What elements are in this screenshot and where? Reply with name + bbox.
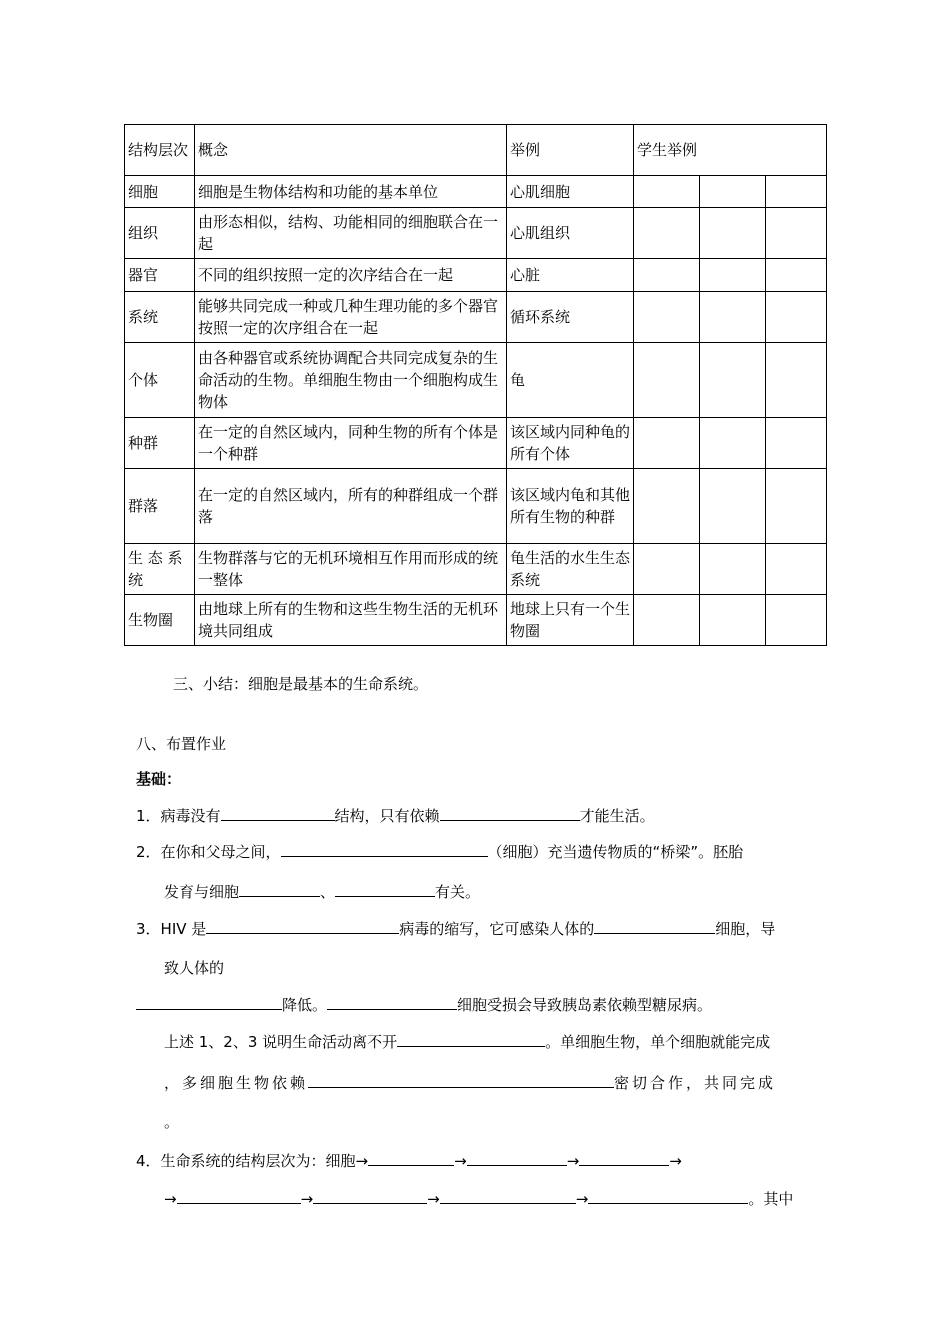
header-level: 结构层次: [125, 125, 195, 176]
q2-blank-3[interactable]: [335, 880, 435, 897]
question-1: [136, 804, 655, 827]
question-3-cont2: [136, 993, 712, 1016]
table-row: [125, 259, 827, 292]
student-cell[interactable]: [634, 259, 700, 292]
student-cell[interactable]: [634, 418, 700, 469]
student-cell[interactable]: [634, 343, 700, 418]
q1-text: 才能生活。: [579, 807, 655, 825]
table-row: [125, 418, 827, 469]
summary-text: 三、小结：细胞是最基本的生命系统。: [173, 675, 429, 693]
q3-blank-3[interactable]: [136, 993, 282, 1010]
student-cell[interactable]: [634, 469, 700, 544]
note-blank-2[interactable]: [308, 1071, 614, 1088]
q3-text: 细胞，导: [715, 920, 776, 938]
table-row: [125, 292, 827, 343]
arrow-text: →: [454, 1152, 467, 1170]
row-concept: 不同的组织按照一定的次序结合在一起: [195, 259, 507, 292]
table-row: [125, 595, 827, 646]
row-example: 心肌细胞: [507, 176, 634, 208]
row-level: 群落: [125, 469, 195, 544]
student-cell[interactable]: [634, 544, 700, 595]
row-level: 种群: [125, 418, 195, 469]
student-cell[interactable]: [634, 176, 700, 208]
row-concept: 由形态相似，结构、功能相同的细胞联合在一起: [195, 208, 507, 259]
note-line-2: [164, 1071, 776, 1094]
student-cell[interactable]: [766, 208, 827, 259]
row-concept: 由地球上所有的生物和这些生物生活的无机环境共同组成: [195, 595, 507, 646]
q2-text: （细胞）充当遗传物质的“桥梁”。胚胎: [487, 843, 744, 861]
row-concept: 在一定的自然区域内，同种生物的所有个体是一个种群: [195, 418, 507, 469]
note-blank-1[interactable]: [397, 1030, 545, 1047]
q1-blank-2[interactable]: [440, 804, 580, 821]
q2-text: 、: [320, 883, 336, 901]
q1-text: 结构，只有依赖: [334, 807, 440, 825]
student-cell[interactable]: [766, 544, 827, 595]
arrow-text: →: [566, 1152, 580, 1170]
row-concept: 由各种器官或系统协调配合共同完成复杂的生命活动的生物。单细胞生物由一个细胞构成生物体: [195, 343, 507, 418]
student-cell[interactable]: [700, 292, 766, 343]
table-header-row: [125, 125, 827, 176]
question-3: [136, 917, 775, 940]
note-line-1: [164, 1030, 770, 1053]
row-example: 循环系统: [507, 292, 634, 343]
row-level: 个体: [125, 343, 195, 418]
row-example: 龟生活的水生生态系统: [507, 544, 634, 595]
student-cell[interactable]: [700, 176, 766, 208]
row-example: 地球上只有一个生物圈: [507, 595, 634, 646]
note-text: 。单细胞生物，单个细胞就能完成: [545, 1033, 771, 1051]
row-level: 细胞: [125, 176, 195, 208]
student-cell[interactable]: [700, 469, 766, 544]
q4-blank-3[interactable]: [579, 1149, 669, 1166]
q2-text: 发育与细胞: [164, 883, 240, 901]
row-concept: 能够共同完成一种或几种生理功能的多个器官按照一定的次序组合在一起: [195, 292, 507, 343]
row-example: 心肌组织: [507, 208, 634, 259]
arrow-text: →: [427, 1190, 440, 1208]
student-cell[interactable]: [766, 469, 827, 544]
q4-blank-5[interactable]: [313, 1187, 427, 1204]
student-cell[interactable]: [634, 595, 700, 646]
table-row: [125, 176, 827, 208]
q3-blank-4[interactable]: [327, 993, 457, 1010]
question-4: [136, 1149, 682, 1172]
table-row: [125, 469, 827, 544]
q4-blank-1[interactable]: [368, 1149, 454, 1166]
q4-blank-7[interactable]: [588, 1187, 748, 1204]
table-row: [125, 544, 827, 595]
row-concept: 在一定的自然区域内，所有的种群组成一个群落: [195, 469, 507, 544]
homework-heading: 八、布置作业: [136, 735, 227, 753]
row-level: 生物圈: [125, 595, 195, 646]
question-2-cont: [164, 880, 480, 903]
student-cell[interactable]: [766, 259, 827, 292]
arrow-text: →: [300, 1190, 314, 1208]
row-concept: 细胞是生物体结构和功能的基本单位: [195, 176, 507, 208]
q4-blank-2[interactable]: [467, 1149, 567, 1166]
arrow-text: →: [575, 1190, 589, 1208]
header-concept: 概念: [195, 125, 507, 176]
student-cell[interactable]: [766, 418, 827, 469]
note-text: ，多细胞生物依赖: [164, 1074, 309, 1092]
student-cell[interactable]: [766, 343, 827, 418]
q3-text: 3．HIV 是: [136, 920, 207, 938]
arrow-text: →: [669, 1152, 682, 1170]
student-cell[interactable]: [700, 343, 766, 418]
q1-blank-1[interactable]: [221, 804, 335, 821]
student-cell[interactable]: [634, 292, 700, 343]
q2-blank-2[interactable]: [239, 880, 320, 897]
student-cell[interactable]: [766, 176, 827, 208]
header-example: 举例: [507, 125, 634, 176]
row-level: 组织: [125, 208, 195, 259]
note-text: 密切合作，共同完成: [614, 1074, 777, 1092]
q1-text: 1．病毒没有: [136, 807, 221, 825]
q4-blank-6[interactable]: [440, 1187, 576, 1204]
q2-blank-1[interactable]: [281, 840, 488, 857]
q3-blank-2[interactable]: [594, 917, 715, 934]
student-cell[interactable]: [766, 292, 827, 343]
q3-blank-1[interactable]: [206, 917, 399, 934]
student-cell[interactable]: [700, 595, 766, 646]
structure-levels-table: [124, 124, 827, 646]
q4-blank-4[interactable]: [177, 1187, 301, 1204]
student-cell[interactable]: [634, 208, 700, 259]
row-level: 器官: [125, 259, 195, 292]
row-example: 该区域内龟和其他所有生物的种群: [507, 469, 634, 544]
row-level: 系统: [125, 292, 195, 343]
student-cell[interactable]: [766, 595, 827, 646]
row-example: 心脏: [507, 259, 634, 292]
student-cell[interactable]: [700, 208, 766, 259]
table-row: [125, 208, 827, 259]
row-level: 生 态 系统: [125, 544, 195, 595]
question-3-cont: 致人体的: [164, 959, 225, 977]
q3-text: 病毒的缩写，它可感染人体的: [399, 920, 595, 938]
student-cell[interactable]: [700, 418, 766, 469]
student-cell[interactable]: [700, 544, 766, 595]
row-example: 该区域内同种龟的所有个体: [507, 418, 634, 469]
note-line-3: 。: [164, 1113, 180, 1131]
q4-text: 4．生命系统的结构层次为：细胞→: [136, 1152, 369, 1170]
q3-text: 降低。: [282, 996, 328, 1014]
basic-label: 基础：: [136, 770, 182, 788]
arrow-text: →: [164, 1190, 177, 1208]
question-2: [136, 840, 743, 863]
q3-text: 细胞受损会导致胰岛素依赖型糖尿病。: [457, 996, 713, 1014]
header-student-example: 学生举例: [634, 125, 827, 176]
row-concept: 生物群落与它的无机环境相互作用而形成的统一整体: [195, 544, 507, 595]
row-example: 龟: [507, 343, 634, 418]
q2-text: 2．在你和父母之间，: [136, 843, 281, 861]
note-text: 上述 1、2、3 说明生命活动离不开: [164, 1033, 398, 1051]
student-cell[interactable]: [700, 259, 766, 292]
q2-text: 有关。: [435, 883, 481, 901]
table-row: [125, 343, 827, 418]
q4-text: 。其中: [748, 1190, 794, 1208]
question-4-cont: [164, 1187, 793, 1210]
